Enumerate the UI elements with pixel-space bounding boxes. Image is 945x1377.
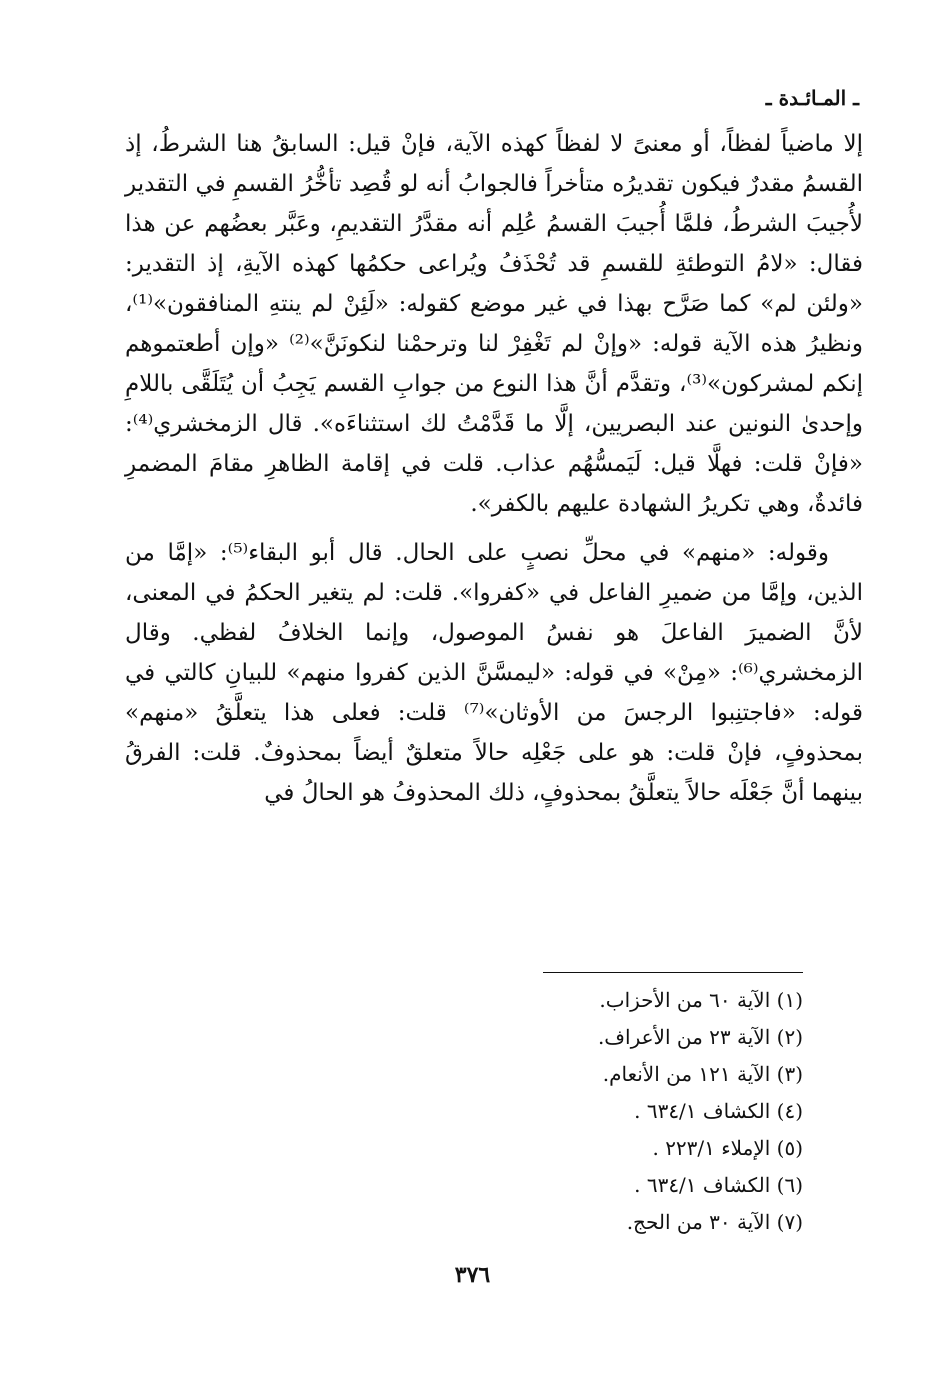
footnotes-list [443, 982, 803, 1241]
paragraph-1: إلا ماضياً لفظاً، أو معنىً لا لفظاً كهذه الآية، فإنْ قيل: السابقُ هنا الشرطُ، إذ القسمُ مقدرٌ فيكون تقديرُه متأخراً فالجوابُ أنه لو قُصِد تأخُّرُ القسمِ في التقدير لأُجيبَ الشرطُ، فلمَّا أُجيبَ القسمُ عُلِم أنه مقدَّرُ التقديمِ، وعَبَّر بعضُهم عن هذا فقال: «لامُ التوطئةِ للقسمِ قد تُحْذَفُ ويُراعى حكمُها كهذه الآيةِ، إذ التقدير: «ولئن لم» كما صَرَّح بهذا في غير موضع كقوله: «لَئِنْ لم ينتهِ المنافقون»⁽¹⁾، ونظيرُ هذه الآية قوله: «وإنْ لم تَغْفِرْ لنا وترحمْنا لنكونَنَّ»⁽²⁾ «وإن أطعتموهم إنكم لمشركون»⁽³⁾، وتقدَّم أنَّ هذا النوع من جوابِ القسم يَجِبُ أن يُتَلَقَّى باللامِ وإحدىٰ النونين عند البصريين، إلَّا ما قَدَّمْتُ لك استثناءَه». قال الزمخشري⁽⁴⁾: «فإنْ قلت: فهلَّا قيل: لَيَمسُّهُم عذاب. قلت في إقامة الظاهرِ مقامَ المضمرِ فائدةٌ، وهي تكريرُ الشهادة عليهم بالكفر». [125, 131, 864, 517]
paragraph-2: وقوله: «منهم» في محلِّ نصبٍ على الحال. قال أبو البقاء⁽⁵⁾: «إمَّا من الذين، وإمَّا من ضميرِ الفاعل في «كفروا». قلت: لم يتغير الحكمُ في المعنى، لأنَّ الضميرَ الفاعلَ هو نفسُ الموصول، وإنما الخلافُ لفظي. وقال الزمخشري⁽⁶⁾: «مِنْ» في قوله: «ليمسَّنَّ الذين كفروا منهم» للبيانِ كالتي في قوله: «فاجتنِبوا الرجسَ من الأوثان»⁽⁷⁾ قلت: فعلى هذا يتعلَّقُ «منهم» بمحذوفٍ، فإنْ قلت: هو على جَعْلِه حالاً متعلقٌ أيضاً بمحذوفٌ. قلت: الفرقُ بينهما أنَّ جَعْلَه حالاً يتعلَّقُ بمحذوفٍ، ذلك المحذوفُ هو الحالُ في [125, 540, 863, 806]
page-number: ٣٧٦ [454, 1262, 491, 1288]
footnote-3: (٣) الآية ١٢١ من الأنعام. [602, 1062, 803, 1086]
footnote-7: (٧) الآية ٣٠ من الحج. [626, 1210, 803, 1234]
running-header: ـ المـائـدة ـ [765, 86, 859, 110]
main-text [125, 124, 863, 813]
footnote-6: (٦) الكشاف ٦٣٤/١ . [634, 1173, 803, 1197]
footnote-1: (١) الآية ٦٠ من الأحزاب. [599, 988, 803, 1012]
footnote-2: (٢) الآية ٢٣ من الأعراف. [597, 1025, 803, 1049]
footnote-5: (٥) الإملاء ٢٢٣/١ . [652, 1136, 803, 1160]
footnote-4: (٤) الكشاف ٦٣٤/١ . [634, 1099, 803, 1123]
footnote-divider [543, 972, 803, 973]
